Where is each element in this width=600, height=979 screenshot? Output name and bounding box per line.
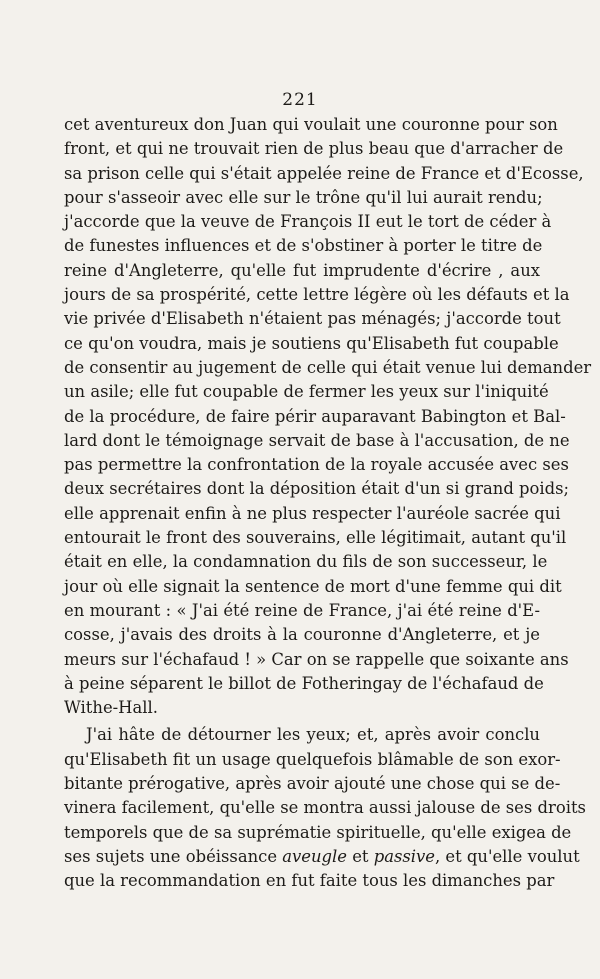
text-line: lard dont le témoignage servait de base à l'accusation, de ne [64, 430, 570, 450]
text-line: de la procédure, de faire périr auparavant Babington et Bal- [64, 406, 566, 426]
text-line: était en elle, la condamnation du fils de son successeur, le [64, 552, 548, 572]
body-text [64, 113, 592, 894]
text-line: entourait le front des souverains, elle légitimait, autant qu'il [64, 528, 567, 548]
text-line: jours de sa prospérité, cette lettre légère où les défauts et la [64, 285, 570, 305]
text-line: ses sujets une obéissance aveugle et passive, et qu'elle voulut [64, 846, 580, 866]
text-line: que la recommandation en fut faite tous les dimanches par [64, 871, 555, 891]
text-line: jour où elle signait la sentence de mort d'une femme qui dit [64, 576, 562, 596]
text-line: vie privée d'Elisabeth n'étaient pas ménagés; j'accorde tout [64, 309, 561, 329]
text-line: cosse, j'avais des droits à la couronne d'Angleterre, et je [64, 625, 540, 645]
text-line: reine d'Angleterre, qu'elle fut imprudente d'écrire , aux [64, 260, 540, 280]
text-line: meurs sur l'échafaud ! » Car on se rappelle que soixante ans [64, 649, 569, 669]
text-line: à peine séparent le billot de Fotheringay de l'échafaud de [64, 673, 544, 693]
text-line: un asile; elle fut coupable de fermer les yeux sur l'iniquité [64, 382, 549, 402]
text-line: Withe-Hall. [64, 698, 158, 718]
text-line: de consentir au jugement de celle qui était venue lui demander [64, 357, 592, 377]
text-line: temporels que de sa suprématie spirituelle, qu'elle exigea de [64, 822, 572, 842]
text-line: vinera facilement, qu'elle se montra aussi jalouse de ses droits [64, 798, 586, 818]
text-line: deux secrétaires dont la déposition était d'un si grand poids; [64, 479, 570, 499]
text-line: j'accorde que la veuve de François II eut le tort de céder à [64, 212, 552, 232]
page-number: 221 [282, 90, 318, 110]
text-line: bitante prérogative, après avoir ajouté une chose qui se de- [64, 774, 561, 794]
text-line: ce qu'on voudra, mais je soutiens qu'Elisabeth fut coupable [64, 333, 559, 353]
text-line: front, et qui ne trouvait rien de plus beau que d'arracher de [64, 139, 564, 159]
text-line: J'ai hâte de détourner les yeux; et, après avoir conclu [86, 725, 540, 745]
text-line: qu'Elisabeth fit un usage quelquefois blâmable de son exor- [64, 749, 561, 769]
text-line: pour s'asseoir avec elle sur le trône qu'il lui aurait rendu; [64, 187, 543, 207]
text-line: de funestes influences et de s'obstiner à porter le titre de [64, 236, 543, 256]
text-line: en mourant : « J'ai été reine de France, j'ai été reine d'E- [64, 600, 540, 620]
text-line: pas permettre la confrontation de la royale accusée avec ses [64, 455, 569, 475]
text-line: elle apprenait enfin à ne plus respecter l'auréole sacrée qui [64, 503, 561, 523]
text-line: sa prison celle qui s'était appelée reine de France et d'Ecosse, [64, 163, 584, 183]
text-line: cet aventureux don Juan qui voulait une couronne pour son [64, 115, 558, 134]
